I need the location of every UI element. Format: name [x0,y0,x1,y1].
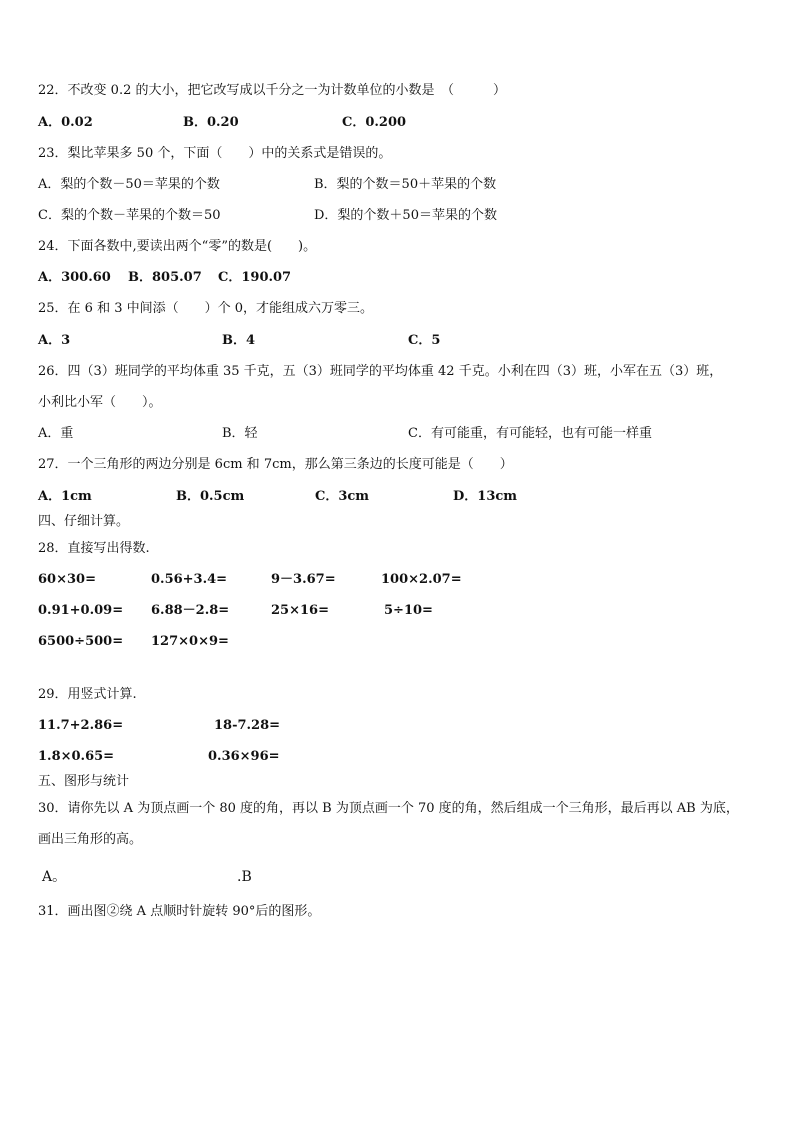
q27-option-c: C．3cm [315,489,370,504]
q29-item: 11.7+2.86= [38,718,124,733]
q28-item: 9－3.67= [271,572,336,587]
q22-stem: 22．不改变 0.2 的大小，把它改写成以千分之一为计数单位的小数是 （ ） [38,83,506,98]
section4-heading: 四、仔细计算。 [38,514,130,529]
q29-item: 1.8×0.65= [38,749,115,764]
point-a-label: A。 [42,869,67,885]
q25-option-a: A．3 [38,333,71,348]
q25-option-c: C．5 [408,333,441,348]
q25-option-b: B．4 [222,333,256,348]
q27-stem: 27．一个三角形的两边分别是 6cm 和 7cm，那么第三条边的长度可能是（ ） [38,457,513,472]
q29-stem: 29．用竖式计算. [38,687,137,702]
q30-stem-line1: 30．请你先以 A 为顶点画一个 80 度的角，再以 B 为顶点画一个 70 度的角，然后组成一个三角形，最后再以 AB 为底， [38,801,739,816]
q22-option-c: C．0.200 [342,115,407,130]
q28-item: 6500÷500= [38,634,124,649]
q27-option-b: B．0.5cm [176,489,245,504]
q28-item: 5÷10= [384,603,433,618]
q22-option-b: B．0.20 [183,115,239,130]
q26-option-c: C．有可能重，有可能轻，也有可能一样重 [408,426,652,441]
q27-option-d: D．13cm [453,489,518,504]
q28-item: 60×30= [38,572,96,587]
q24-stem: 24．下面各数中,要读出两个“零”的数是( )。 [38,239,317,254]
q28-stem: 28．直接写出得数. [38,541,150,556]
q24-option-c: C．190.07 [218,270,292,285]
q28-item: 100×2.07= [381,572,462,587]
q22-option-a: A．0.02 [38,115,93,130]
q24-option-b: B．805.07 [128,270,202,285]
point-b-label: .B [237,869,252,885]
q26-option-b: B．轻 [222,426,258,441]
q26-stem-line2: 小利比小军（ ）。 [38,395,162,410]
section5-heading: 五、图形与统计 [38,774,130,789]
q28-item: 0.56+3.4= [151,572,228,587]
q23-option-d: D．梨的个数＋50＝苹果的个数 [314,208,497,223]
q28-item: 0.91+0.09= [38,603,124,618]
q26-stem-line1: 26．四（3）班同学的平均体重 35 千克，五（3）班同学的平均体重 42 千克。小利在四（3）班，小军在五（3）班， [38,364,723,379]
q29-item: 0.36×96= [208,749,280,764]
q30-stem-line2: 画出三角形的高。 [38,832,143,847]
q28-item: 6.88－2.8= [151,603,230,618]
q26-option-a: A．重 [38,426,74,441]
q27-option-a: A．1cm [38,489,92,504]
q29-item: 18-7.28= [214,718,281,733]
q31-stem: 31．画出图②绕 A 点顺时针旋转 90°后的图形。 [38,904,321,919]
q23-option-b: B．梨的个数＝50＋苹果的个数 [314,177,497,192]
q28-item: 25×16= [271,603,329,618]
q23-option-c: C．梨的个数－苹果的个数＝50 [38,208,221,223]
q24-option-a: A．300.60 [38,270,111,285]
q28-item: 127×0×9= [151,634,229,649]
q25-stem: 25．在 6 和 3 中间添（ ）个 0，才能组成六万零三。 [38,301,374,316]
q23-stem: 23．梨比苹果多 50 个，下面（ ）中的关系式是错误的。 [38,146,392,161]
q23-option-a: A．梨的个数－50＝苹果的个数 [38,177,220,192]
